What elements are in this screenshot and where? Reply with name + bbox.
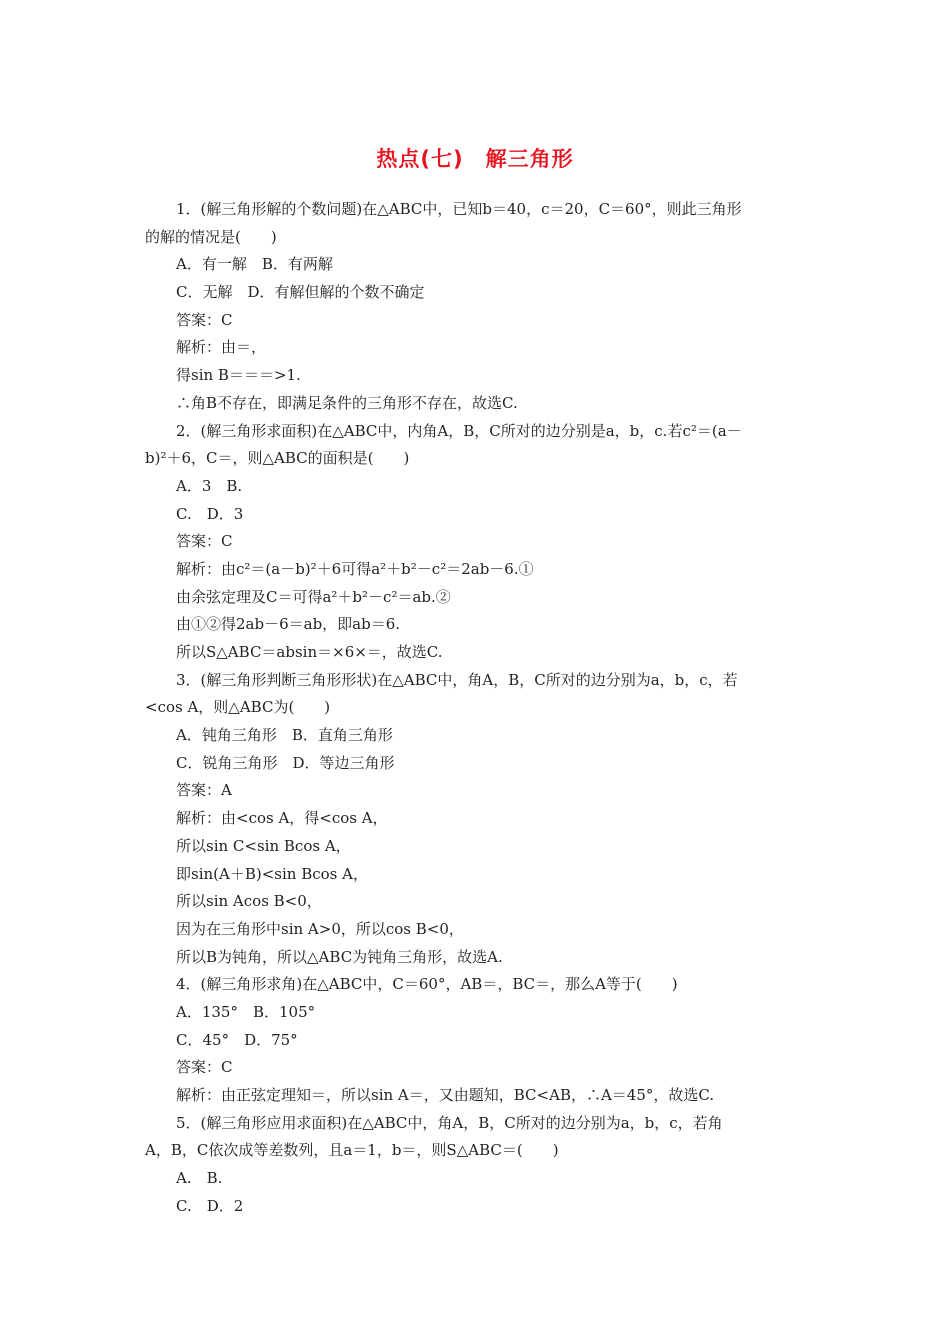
text-line: A．3 B. [176, 476, 243, 495]
page-title: 热点(七) 解三角形 [376, 147, 574, 171]
text-line: 答案：C [176, 1058, 233, 1077]
text-line: 解析：由<cos A，得<cos A， [176, 809, 388, 828]
text-line: 得sin B＝＝＝>1. [176, 366, 301, 385]
text-line: 解析：由c²＝(a－b)²＋6可得a²＋b²－c²＝2ab－6.① [176, 559, 534, 578]
text-line: 由余弦定理及C＝可得a²＋b²－c²＝ab.② [176, 587, 451, 606]
text-line: C. D．3 [176, 504, 244, 523]
text-line: 4．(解三角形求角)在△ABC中，C＝60°，AB＝，BC＝，那么A等于( ) [176, 975, 678, 994]
text-line: A，B，C依次成等差数列，且a＝1，b＝，则S△ABC＝( ) [145, 1141, 559, 1160]
text-line: ∴角B不存在，即满足条件的三角形不存在，故选C. [176, 393, 518, 412]
text-line: b)²＋6，C＝，则△ABC的面积是( ) [145, 449, 410, 468]
text-line: 答案：A [176, 781, 232, 800]
text-line: C．无解 D．有解但解的个数不确定 [176, 283, 425, 302]
text-line: A．135° B．105° [176, 1002, 316, 1021]
text-line: 所以sin C<sin Bcos A， [176, 836, 351, 855]
text-line: C．45° D．75° [176, 1030, 298, 1049]
document-body [145, 196, 810, 1220]
text-line: 所以sin Acos B<0， [176, 892, 322, 911]
text-line: 由①②得2ab－6＝ab，即ab＝6. [176, 615, 401, 634]
text-line: 答案：C [176, 532, 233, 551]
text-line: C．锐角三角形 D．等边三角形 [176, 753, 395, 772]
text-line: 解析：由正弦定理知＝，所以sin A＝，又由题知，BC<AB，∴A＝45°，故选C. [176, 1086, 715, 1104]
text-line: 3．(解三角形判断三角形形状)在△ABC中，角A，B，C所对的边分别为a，b，c，若 [176, 670, 738, 689]
text-line: 1．(解三角形解的个数问题)在△ABC中，已知b＝40，c＝20，C＝60°，则此三角形 [176, 200, 742, 218]
text-line: 解析：由＝， [176, 338, 267, 357]
text-line: 所以B为钝角，所以△ABC为钝角三角形，故选A. [176, 947, 503, 966]
text-line: A．有一解 B．有两解 [176, 255, 333, 274]
text-line: 即sin(A＋B)<sin Bcos A， [176, 864, 368, 883]
text-line: A．钝角三角形 B．直角三角形 [176, 726, 393, 745]
text-line: <cos A，则△ABC为( ) [145, 698, 331, 717]
text-line: 因为在三角形中sin A>0，所以cos B<0， [176, 919, 464, 938]
text-line: 所以S△ABC＝absin＝×6×＝，故选C. [176, 643, 443, 661]
text-line: C. D．2 [176, 1196, 244, 1215]
text-line: 5．(解三角形应用求面积)在△ABC中，角A，B，C所对的边分别为a，b，c，若角 [176, 1113, 723, 1132]
text-line: 2．(解三角形求面积)在△ABC中，内角A，B，C所对的边分别是a，b，c.若c²＝(a－ [176, 421, 742, 440]
text-line: 答案：C [176, 310, 233, 329]
text-line: A. B. [176, 1169, 223, 1188]
text-line: 的解的情况是( ) [145, 227, 277, 246]
